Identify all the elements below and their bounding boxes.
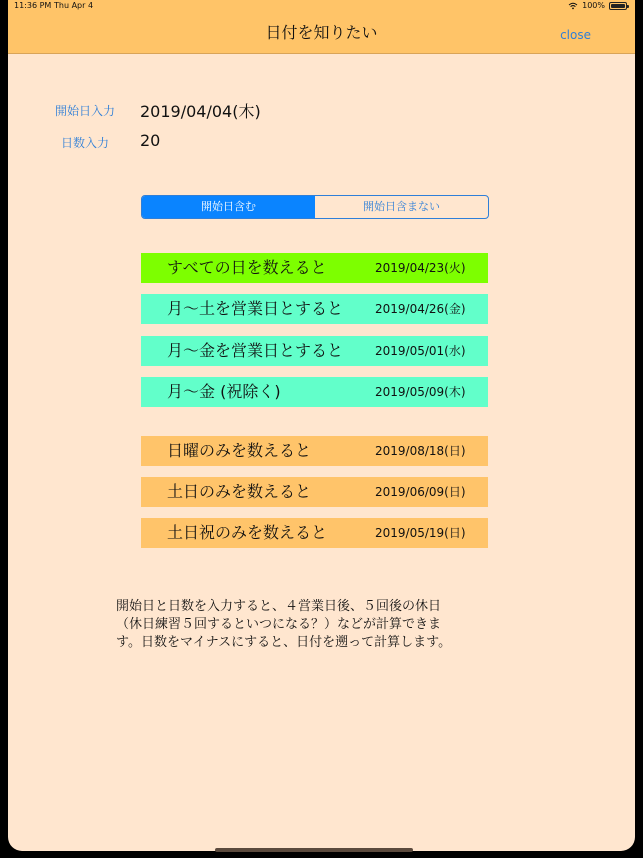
days-count-label: 日数入力 xyxy=(61,136,110,150)
segment-include-start[interactable]: 開始日含む xyxy=(142,196,315,218)
wifi-icon xyxy=(568,2,578,10)
result-date: 2019/04/26(金) xyxy=(375,302,466,316)
start-date-label: 開始日入力 xyxy=(55,104,116,118)
description-text: 開始日と日数を入力すると、４営業日後、５回後の休日 （休日練習５回するといつになる？）などが計算できま す。日数をマイナスにすると、日付を遡って計算します。 xyxy=(116,599,452,650)
result-button-weekends-holidays[interactable] xyxy=(141,518,488,548)
result-date: 2019/08/18(日) xyxy=(375,444,466,458)
home-indicator xyxy=(215,848,413,852)
segment-exclude-start[interactable]: 開始日含まない xyxy=(363,200,440,213)
close-button[interactable]: close xyxy=(560,28,591,42)
days-count-input[interactable]: 20 xyxy=(140,131,161,150)
battery-icon xyxy=(609,2,627,10)
result-button-mon-fri[interactable] xyxy=(141,336,488,366)
result-button-weekends[interactable] xyxy=(141,477,488,507)
result-button-mon-sat[interactable] xyxy=(141,294,488,324)
status-right xyxy=(568,1,627,10)
result-button-sundays[interactable] xyxy=(141,436,488,466)
app-screen xyxy=(8,0,635,851)
battery-percentage: 100% xyxy=(582,1,605,10)
result-label: 日曜のみを数えると xyxy=(167,441,312,460)
status-bar xyxy=(8,0,635,13)
result-label: 土日のみを数えると xyxy=(167,482,312,501)
result-date: 2019/06/09(日) xyxy=(375,485,466,499)
page-title: 日付を知りたい xyxy=(265,23,378,42)
result-date: 2019/04/23(火) xyxy=(375,261,466,275)
start-date-input[interactable]: 2019/04/04(木) xyxy=(140,102,261,121)
result-label: 土日祝のみを数えると xyxy=(167,523,328,542)
result-label: すべての日を数えると xyxy=(167,258,327,277)
start-date-mode-segmented-control[interactable] xyxy=(141,195,489,219)
result-button-mon-fri-no-holidays[interactable] xyxy=(141,377,488,407)
result-button-all-days[interactable] xyxy=(141,253,488,283)
navigation-bar xyxy=(8,13,635,54)
result-date: 2019/05/09(木) xyxy=(375,385,466,399)
result-label: 月～金を営業日とすると xyxy=(167,341,344,360)
status-date: Thu Apr 4 xyxy=(54,1,94,10)
result-label: 月～金 (祝除く) xyxy=(167,382,281,401)
result-date: 2019/05/19(日) xyxy=(375,526,466,540)
status-time: 11:36 PM xyxy=(14,1,52,10)
result-date: 2019/05/01(水) xyxy=(375,344,466,358)
result-label: 月～土を営業日とすると xyxy=(167,299,344,318)
